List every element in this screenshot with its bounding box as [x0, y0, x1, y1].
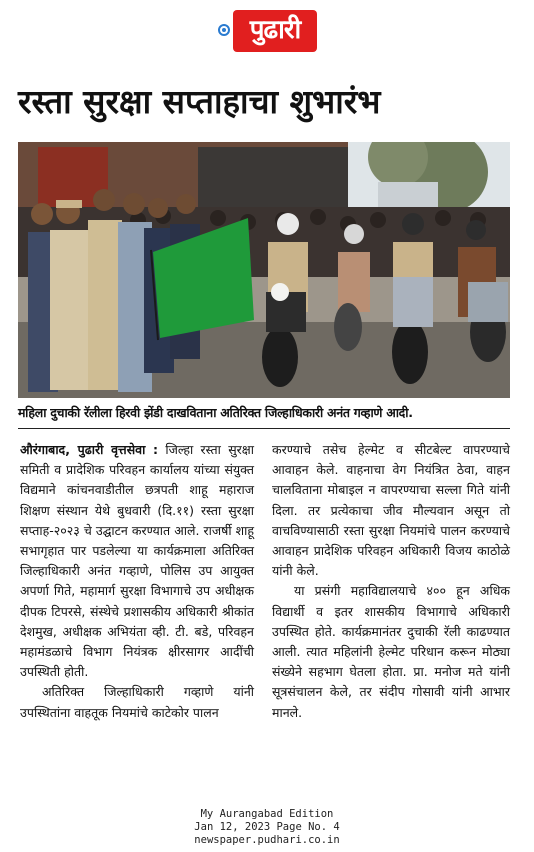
edition-name: My Aurangabad Edition	[200, 808, 334, 820]
article-paragraph	[20, 440, 254, 682]
edition-site[interactable]: newspaper.pudhari.co.in	[194, 834, 340, 846]
article-paragraph: करण्याचे तसेच हेल्मेट व सीटबेल्ट वापरण्याचे आवाहन केले. वाहनाचा वेग नियंत्रित ठेवा, वाहन चालविताना मोबाइल न वापरण्याचा सल्ला गिते यांनी दिला. तर प्रत्येकाचा जीव मौल्यवान असून तो वाचविण्यासाठी रस्ता सुरक्षा नियमांचे पालन करण्याचे आवाहन प्रादेशिक परिवहन अधिकारी विजय काठोळे यांनी केले.	[272, 442, 510, 579]
article-column-left	[20, 440, 254, 723]
dateline: औरंगाबाद, पुढारी वृत्तसेवा :	[20, 442, 159, 457]
headline: रस्ता सुरक्षा सप्ताहाचा शुभारंभ	[18, 82, 381, 121]
edition-date-page: Jan 12, 2023 Page No. 4	[194, 821, 340, 833]
paragraph-text: जिल्हा रस्ता सुरक्षा समिती व प्रादेशिक परिवहन कार्यालय यांच्या संयुक्त विद्यमाने कांचनवाडीतील छत्रपती शाहू महाराज शिक्षण संस्थान येथे बुधवारी (दि.११) रस्ता सुरक्षा सप्ताह-२०२३ चे उद्घाटन करण्यात आले. राजर्षी शाहू सभागृहात पार पडलेल्या या कार्यक्रमाला अतिरिक्त जिल्हाधिकारी अनंत गव्हाणे, पोलिस उप आयुक्त अपर्णा गिते, महामार्ग सुरक्षा विभागाचे उप अधीक्षक दीपक टिपरसे, संस्थेचे प्रशासकीय अधिकारी श्रीकांत देशमुख, अधीक्षक अभियंता व्ही. टी. बडे, परिवहन महामंडळाचे विभाग नियंत्रक क्षीरसागर आदींची उपस्थिती होती.	[20, 442, 254, 680]
article-paragraph: या प्रसंगी महाविद्यालयाचे ४०० हून अधिक विद्यार्थी व इतर शासकीय विभागाचे अधिकारी उपस्थित होते. कार्यक्रमानंतर दुचाकी रॅली काढण्यात आली. त्यात महिलांनी हेल्मेट परिधान करून मोठ्या संख्येने सहभाग घेतला होता. प्रा. मनोज मते यांनी सूत्रसंचालन केले, तर संदीप गोसावी यांनी आभार मानले.	[272, 583, 510, 720]
newspaper-logo[interactable]: पुढारी	[233, 10, 317, 52]
news-photo	[18, 142, 510, 398]
article-paragraph: अतिरिक्त जिल्हाधिकारी गव्हाणे यांनी उपस्थितांना वाहतूक नियमांचे काटेकोर पालन	[20, 684, 254, 720]
article-column-right	[272, 440, 510, 723]
masthead	[0, 8, 534, 54]
globe-icon	[218, 24, 230, 36]
divider	[18, 428, 510, 429]
edition-footer	[0, 808, 534, 847]
photo-caption: महिला दुचाकी रॅलीला हिरवी झेंडी दाखविताना अतिरिक्त जिल्हाधिकारी अनंत गव्हाणे आदी.	[18, 405, 413, 420]
